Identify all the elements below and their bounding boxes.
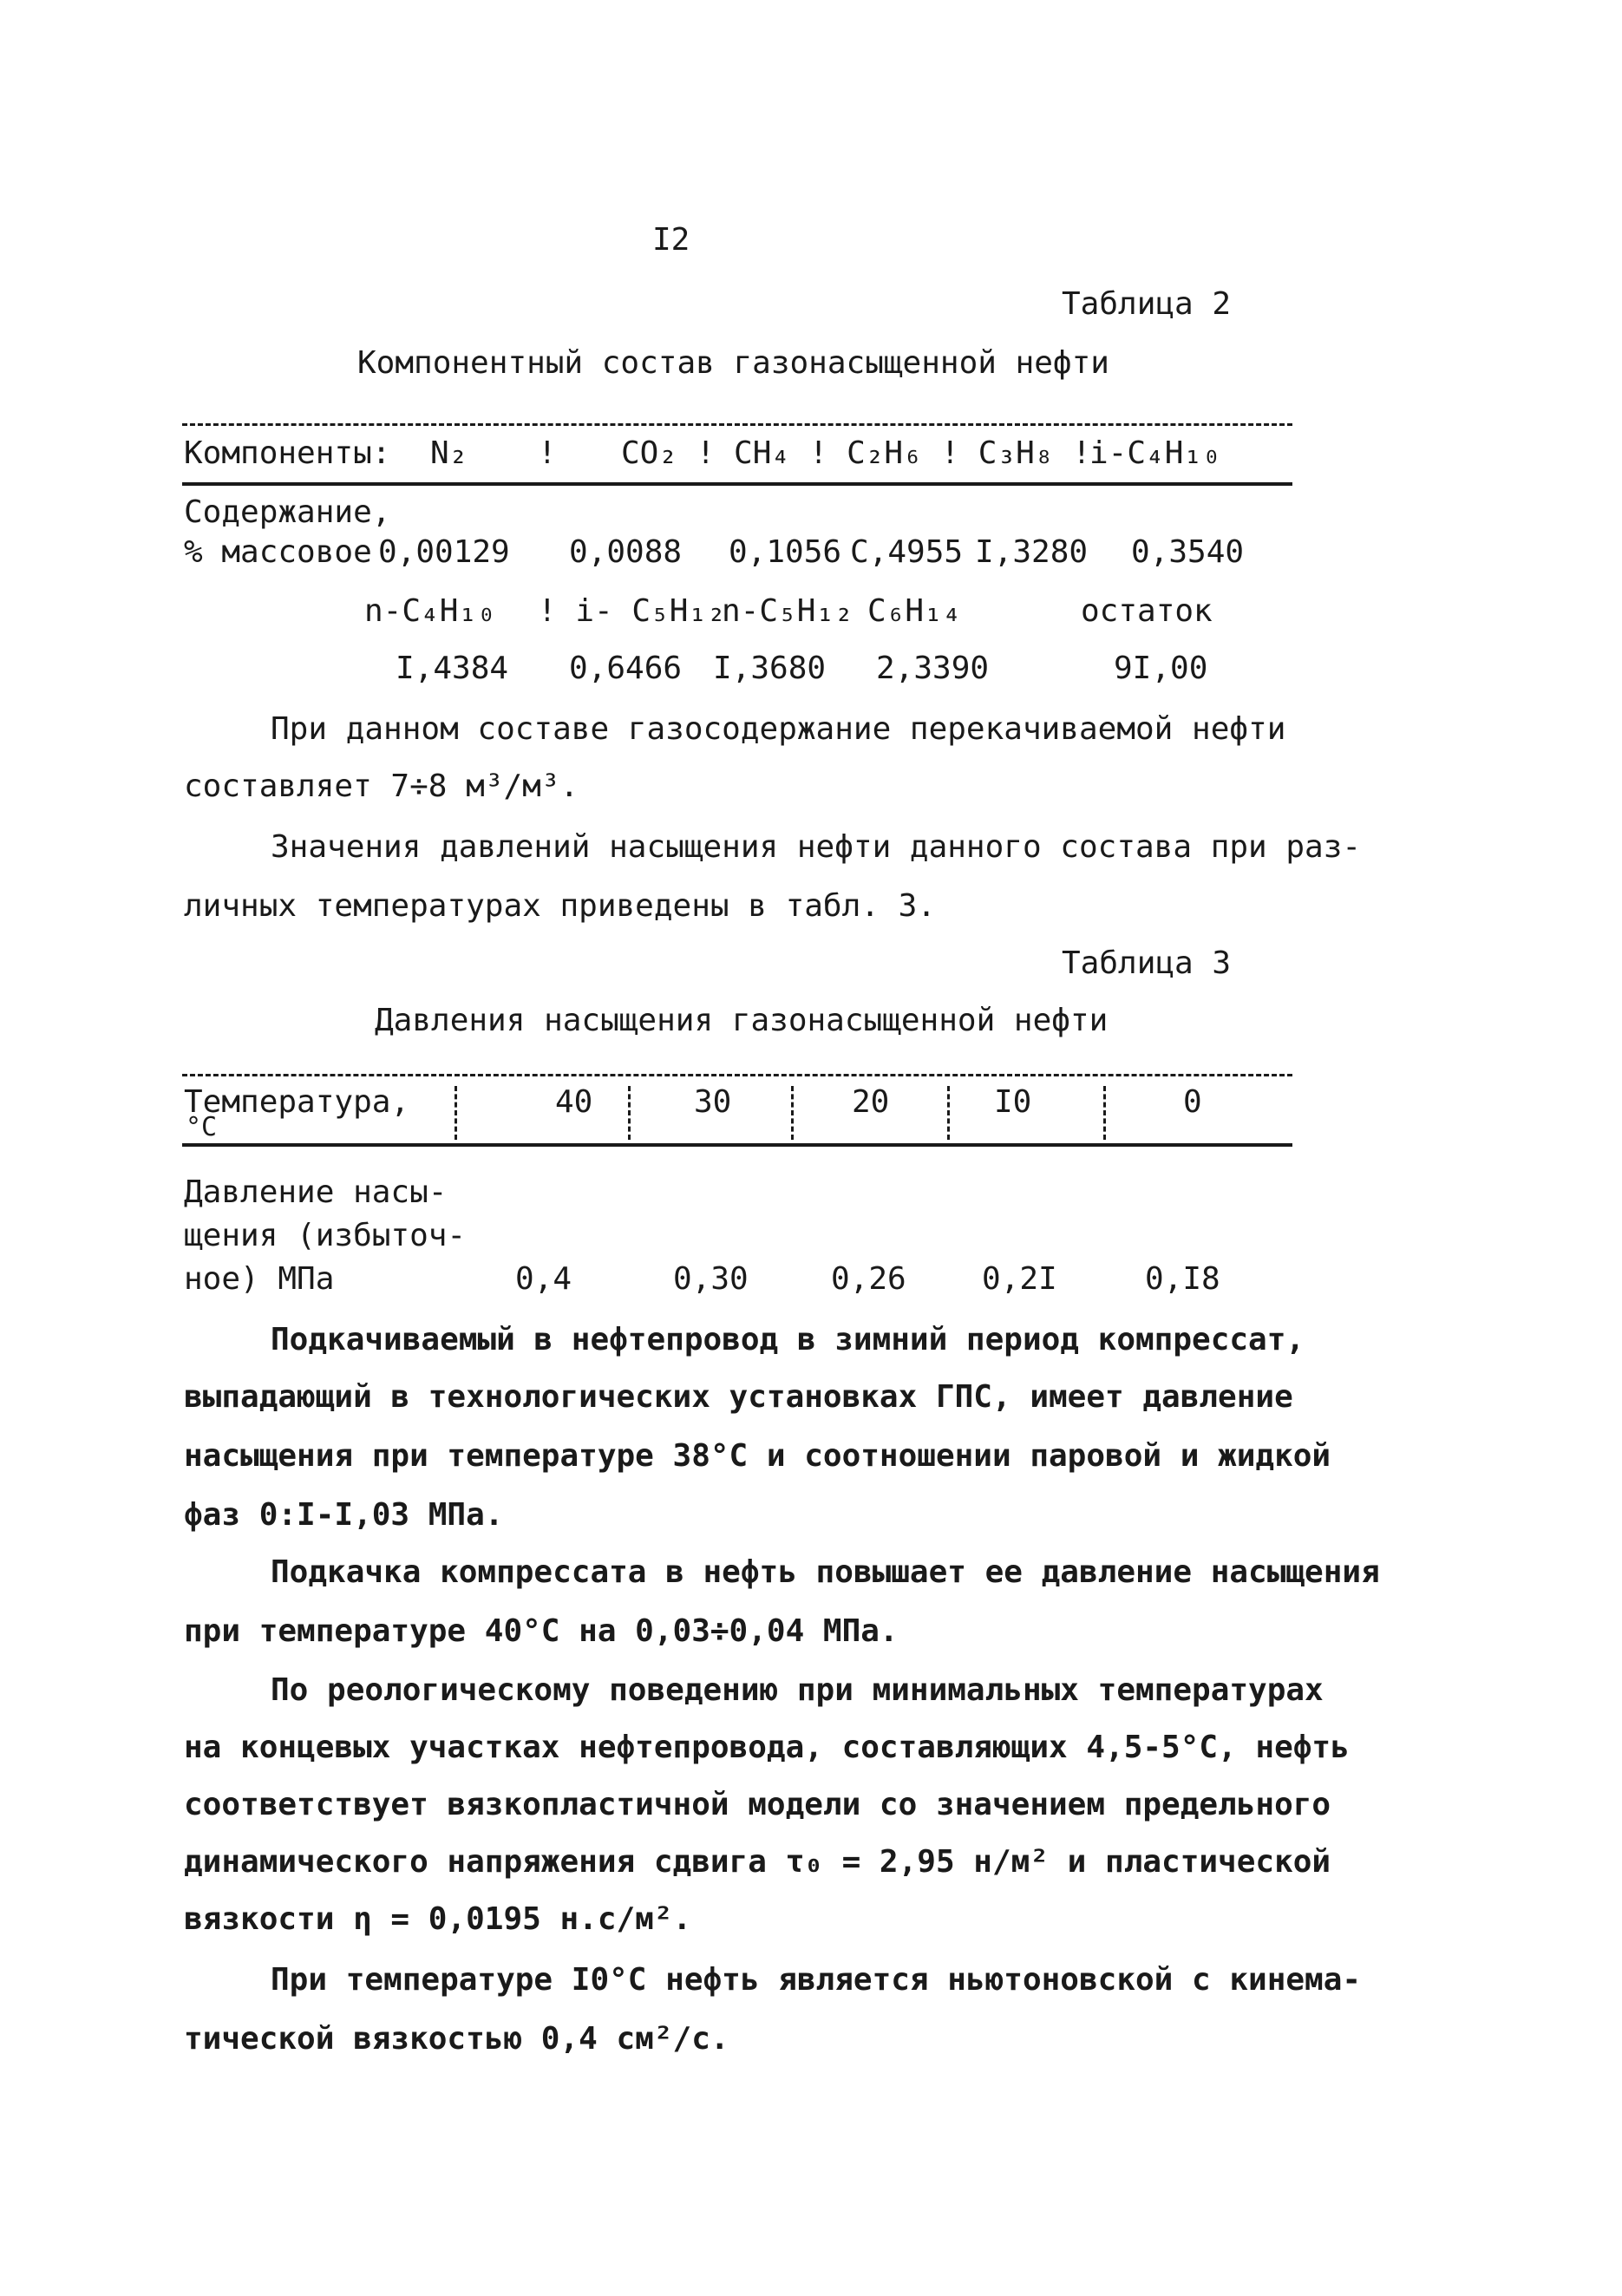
table3-top-rule [182,1074,1292,1076]
components-group: CO₂ ! CH₄ ! C₂H₆ ! C₃H₈ ! [621,435,1091,471]
value-ch4: 0,1056 [729,534,842,570]
para3-line2: выпадающий в технологических установках ГПС, имеет давление [184,1379,1293,1415]
table3-title: Давления насыщения газонасыщенной нефти [375,1003,1109,1038]
pressure-20: 0,26 [831,1261,906,1297]
para1-line1: При данном составе газосодержание перекачиваемой нефти [271,711,1286,747]
para3-line4: фаз 0:I-I,03 МПа. [184,1497,504,1533]
value-n-c5h12: I,3680 [713,651,827,686]
temperature-30: 30 [694,1084,732,1120]
table2-title: Компонентный состав газонасыщенной нефти [357,345,1109,381]
para3-line3: насыщения при температуре 38°C и соотношении паровой и жидкой [184,1438,1331,1474]
value-c2h6: С,4955 [850,534,964,570]
para6-line2: тической вязкостью 0,4 см²/с. [184,2021,729,2057]
para2-line2: личных температурах приведены в табл. 3. [184,888,936,924]
pressure-40: 0,4 [515,1261,572,1297]
pressure-10: 0,2I [982,1261,1057,1297]
temperature-10: I0 [994,1084,1032,1120]
table2-top-rule [182,423,1292,426]
table3-column-divider [947,1086,950,1140]
value-c3h8: I,3280 [975,534,1089,570]
para5-line5: вязкости η = 0,0195 н.с/м². [184,1901,692,1937]
component-n-c4h10: n-C₄H₁₀ [364,593,496,629]
table3-header-unit: °C [186,1112,218,1142]
temperature-0: 0 [1183,1084,1202,1120]
para5-line1: По реологическому поведению при минимальных температурах [271,1672,1324,1708]
table2-header-rule [182,482,1292,486]
pressure-30: 0,30 [673,1261,749,1297]
para3-line1: Подкачиваемый в нефтепровод в зимний период компрессат, [271,1322,1305,1357]
table3-column-divider [1103,1086,1106,1140]
component-c6h14: C₆H₁₄ [867,593,962,629]
table3-column-divider [791,1086,794,1140]
table3-label: Таблица 3 [1062,945,1232,981]
component-i-c4h10: i-C₄H₁₀ [1089,435,1221,471]
value-i-c4h10: 0,3540 [1131,534,1245,570]
table3-row-label-1: Давление насы- [184,1174,448,1210]
component-n-c5h12: n-C₅H₁₂ [722,593,854,629]
component-n2: N₂ [430,435,468,471]
page-number: I2 [652,222,690,258]
table2-label: Таблица 2 [1062,286,1232,322]
table3-header-label: Температура, [184,1084,410,1120]
table3-row-label-2: щения (избыточ- [184,1218,467,1253]
header-separator: ! [538,435,557,471]
para1-line2: составляет 7÷8 м³/м³. [184,769,579,804]
table2-row-label-2: % массовое [184,534,372,570]
para5-line4: динамического напряжения сдвига τ₀ = 2,95 н/м² и пластической [184,1844,1331,1880]
value-n-c4h10: I,4384 [396,651,509,686]
table2-header-label: Компоненты: [184,435,391,471]
table3-column-divider [628,1086,631,1140]
value-n2: 0,00129 [378,534,510,570]
table3-row-label-3: ное) МПа [184,1261,335,1297]
value-i-c5h12: 0,6466 [569,651,683,686]
component-remainder: остаток [1081,593,1213,629]
value-co2: 0,0088 [569,534,683,570]
table2-row-label-1: Содержание, [184,494,391,530]
value-remainder: 9I,00 [1114,651,1208,686]
para4-line2: при температуре 40°C на 0,03÷0,04 МПа. [184,1613,899,1649]
temperature-20: 20 [852,1084,890,1120]
value-c6h14: 2,3390 [876,651,990,686]
para5-line3: соответствует вязкопластичной модели со значением предельного [184,1787,1331,1822]
para5-line2: на концевых участках нефтепровода, составляющих 4,5-5°C, нефть [184,1730,1350,1765]
table3-column-divider [455,1086,457,1140]
para2-line1: Значения давлений насыщения нефти данного состава при раз- [271,829,1362,865]
para6-line1: При температуре I0°C нефть является ньютоновской с кинема- [271,1962,1362,1998]
table3-header-rule [182,1143,1292,1147]
pressure-0: 0,I8 [1145,1261,1220,1297]
temperature-40: 40 [555,1084,593,1120]
component-i-c5h12: ! i- C₅H₁₂ [538,593,726,629]
para4-line1: Подкачка компрессата в нефть повышает ее давление насыщения [271,1554,1380,1590]
